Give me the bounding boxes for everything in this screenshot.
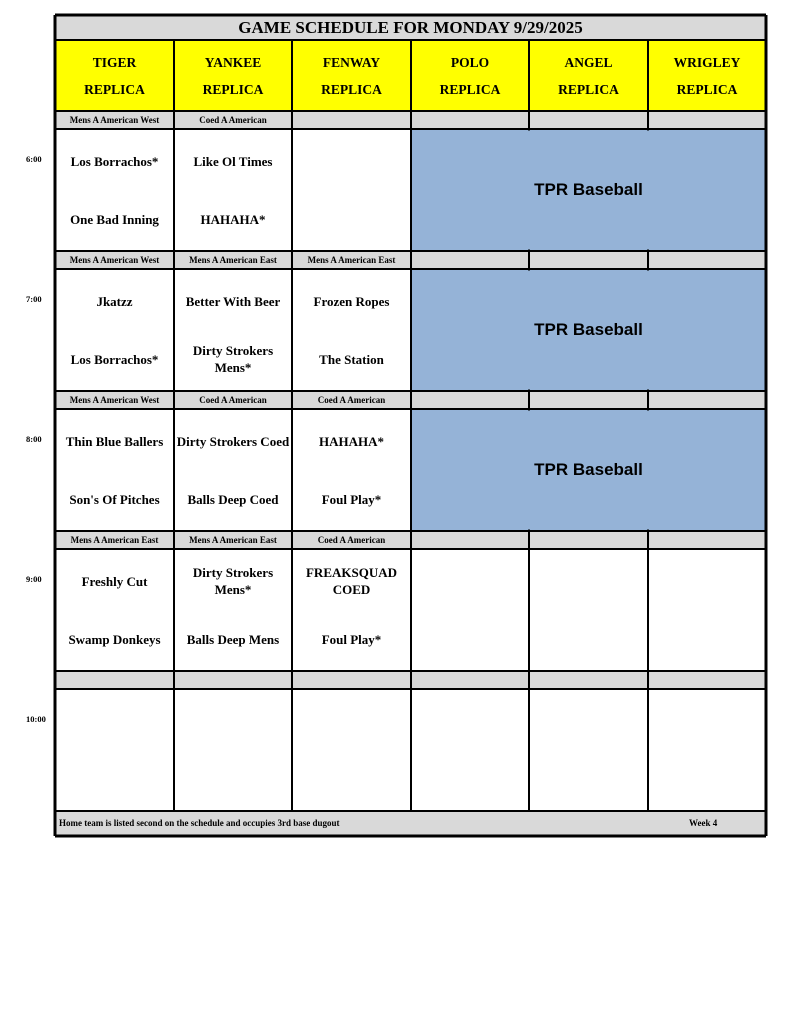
page-title: GAME SCHEDULE FOR MONDAY 9/29/2025	[55, 15, 766, 40]
footer-bar	[55, 811, 766, 836]
division-label	[292, 111, 411, 129]
home-team: One Bad Inning	[70, 211, 159, 227]
division-label	[411, 531, 529, 549]
field-name: TIGER	[92, 54, 137, 70]
away-team	[174, 703, 292, 739]
away-team	[292, 143, 411, 179]
division-label: Mens A American East	[292, 251, 411, 269]
game-cell	[411, 549, 529, 671]
game-cell	[292, 129, 411, 251]
home-team: Balls Deep Coed	[187, 491, 279, 507]
division-label	[648, 111, 766, 129]
home-team	[292, 761, 411, 797]
game-cell	[174, 409, 292, 531]
game-cell	[55, 549, 174, 671]
away-team: Freshly Cut	[81, 573, 148, 589]
field-subtitle: REPLICA	[202, 81, 264, 97]
time-label: 10:00	[26, 714, 46, 724]
week-label: Week 4	[689, 818, 718, 828]
field-header-fenway	[292, 40, 411, 111]
field-subtitle: REPLICA	[558, 81, 619, 97]
division-label	[648, 671, 766, 689]
field-name: ANGEL	[564, 54, 613, 70]
division-label	[411, 111, 529, 129]
home-team: HAHAHA*	[200, 211, 266, 227]
home-team	[648, 761, 766, 797]
division-label: Mens A American West	[55, 251, 174, 269]
division-label: Mens A American West	[55, 391, 174, 409]
home-team: Son's Of Pitches	[69, 491, 160, 507]
home-team: Foul Play*	[321, 491, 382, 507]
field-name: WRIGLEY	[673, 54, 741, 70]
reserved-block: TPR Baseball	[411, 409, 766, 531]
away-team	[292, 703, 411, 739]
reserved-block: TPR Baseball	[411, 129, 766, 251]
game-cell	[55, 269, 174, 391]
home-team	[411, 761, 529, 797]
time-label: 6:00	[26, 154, 42, 164]
division-label: Mens A American East	[174, 251, 292, 269]
division-label: Mens A American East	[55, 531, 174, 549]
division-label	[648, 531, 766, 549]
field-header-angel	[529, 40, 648, 111]
home-team: Swamp Donkeys	[68, 631, 161, 647]
away-team	[529, 703, 648, 739]
division-label	[529, 391, 648, 409]
away-team	[648, 703, 766, 739]
game-cell	[292, 269, 411, 391]
home-team: Dirty Strokers Mens*	[192, 343, 274, 375]
division-label: Coed A American	[174, 111, 292, 129]
away-team: Jkatzz	[96, 293, 133, 309]
away-team: Dirty Strokers Mens*	[192, 565, 274, 597]
field-name: FENWAY	[322, 54, 381, 70]
division-label	[55, 671, 174, 689]
division-label	[529, 251, 648, 269]
away-team: Los Borrachos*	[70, 153, 159, 169]
game-cell	[174, 129, 292, 251]
division-label	[174, 671, 292, 689]
home-team	[174, 761, 292, 797]
field-subtitle: REPLICA	[321, 81, 382, 97]
home-team	[529, 761, 648, 797]
division-label: Coed A American	[292, 391, 411, 409]
game-cell	[292, 409, 411, 531]
game-cell	[529, 689, 648, 811]
home-team: Los Borrachos*	[70, 351, 159, 367]
game-cell	[55, 689, 174, 811]
game-cell	[174, 689, 292, 811]
division-label: Coed A American	[174, 391, 292, 409]
game-cell	[292, 689, 411, 811]
home-team	[411, 621, 529, 657]
division-label	[411, 671, 529, 689]
time-label: 7:00	[26, 294, 42, 304]
home-team	[648, 621, 766, 657]
game-cell	[648, 549, 766, 671]
field-header-wrigley	[648, 40, 766, 111]
game-cell	[55, 409, 174, 531]
game-cell	[55, 129, 174, 251]
game-cell	[648, 689, 766, 811]
division-label: Mens A American West	[55, 111, 174, 129]
field-header-tiger	[55, 40, 174, 111]
away-team	[529, 563, 648, 599]
game-cell	[529, 549, 648, 671]
field-header-polo	[411, 40, 529, 111]
away-team: Frozen Ropes	[313, 293, 390, 309]
game-cell	[292, 549, 411, 671]
home-team	[292, 201, 411, 237]
division-label	[529, 531, 648, 549]
home-team	[529, 621, 648, 657]
division-label	[411, 391, 529, 409]
field-header-yankee	[174, 40, 292, 111]
home-team: Balls Deep Mens	[186, 631, 280, 647]
division-label	[292, 671, 411, 689]
time-label: 8:00	[26, 434, 42, 444]
field-subtitle: REPLICA	[439, 81, 501, 97]
away-team: FREAKSQUAD COED	[305, 565, 397, 597]
time-label: 9:00	[26, 574, 42, 584]
away-team	[411, 703, 529, 739]
home-team: Foul Play*	[321, 631, 382, 647]
division-label	[411, 251, 529, 269]
division-label	[648, 251, 766, 269]
away-team	[411, 563, 529, 599]
home-team	[55, 761, 174, 797]
away-team: Thin Blue Ballers	[65, 433, 164, 449]
home-team: The Station	[319, 351, 384, 367]
footer-note: Home team is listed second on the schedule and occupies 3rd base dugout	[59, 818, 340, 828]
field-subtitle: REPLICA	[676, 81, 738, 97]
game-cell	[174, 269, 292, 391]
away-team: Like Ol Times	[193, 153, 273, 169]
away-team: HAHAHA*	[319, 433, 384, 449]
field-name: POLO	[450, 54, 490, 70]
division-label: Mens A American East	[174, 531, 292, 549]
away-team: Dirty Strokers Coed	[176, 433, 290, 449]
division-label	[529, 111, 648, 129]
away-team	[55, 703, 174, 739]
division-label	[529, 671, 648, 689]
division-label: Coed A American	[292, 531, 411, 549]
field-name: YANKEE	[204, 54, 262, 70]
game-cell	[411, 689, 529, 811]
game-cell	[174, 549, 292, 671]
away-team	[648, 563, 766, 599]
division-label	[648, 391, 766, 409]
field-subtitle: REPLICA	[84, 81, 145, 97]
away-team: Better With Beer	[185, 293, 281, 309]
reserved-block: TPR Baseball	[411, 269, 766, 391]
